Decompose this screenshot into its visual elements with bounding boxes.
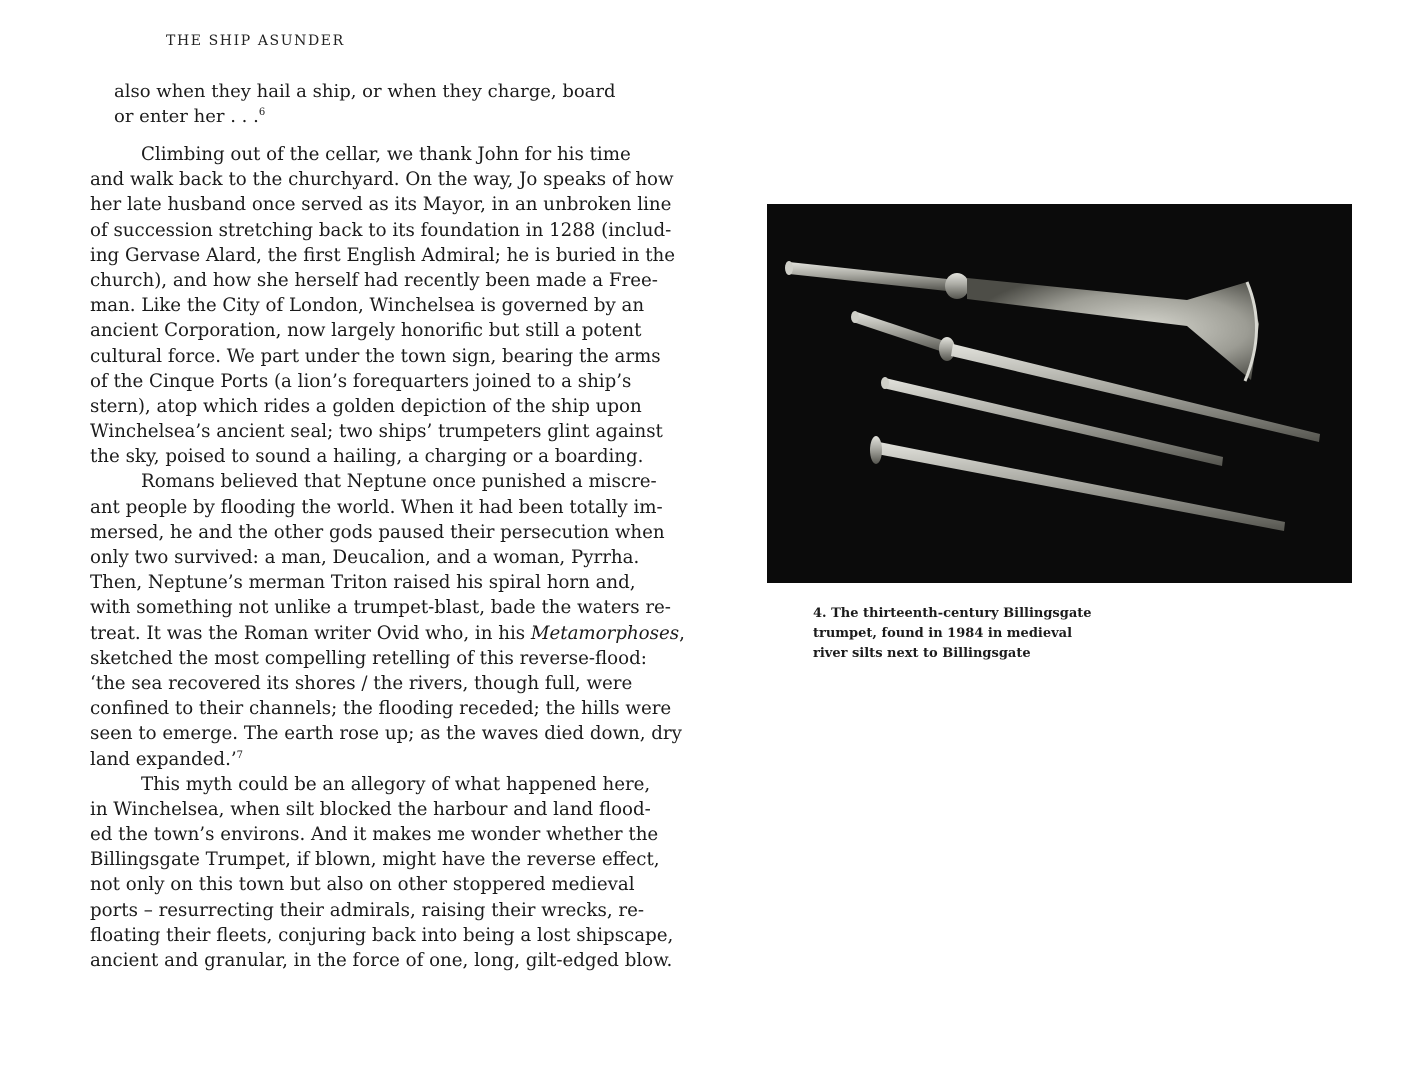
caption-line: river silts next to Billingsgate bbox=[813, 646, 1031, 661]
quote-line bbox=[114, 104, 584, 129]
text-line bbox=[90, 747, 606, 772]
body-text bbox=[90, 142, 685, 973]
text-line: Then, Neptune’s merman Triton raised his spiral horn and, bbox=[90, 572, 636, 594]
text-line: stern), atop which rides a golden depiction of the ship upon bbox=[90, 395, 642, 417]
text-line: floating their fleets, conjuring back into being a lost shipscape, bbox=[90, 924, 674, 946]
text-line: her late husband once served as its Mayor, in an unbroken line bbox=[90, 194, 672, 216]
text-line: mersed, he and the other gods paused their persecution when bbox=[90, 521, 665, 543]
text-line bbox=[90, 621, 685, 646]
text-run: land expanded.’ bbox=[90, 748, 237, 770]
text-line: only two survived: a man, Deucalion, and a woman, Pyrrha. bbox=[90, 547, 640, 568]
text-line: of the Cinque Ports (a lion’s forequarters joined to a ship’s bbox=[90, 370, 632, 392]
text-line: ing Gervase Alard, the first English Admiral; he is buried in the bbox=[90, 244, 675, 266]
text-line: ancient and granular, in the force of one, long, gilt-edged blow. bbox=[90, 950, 673, 971]
trumpet-section-long-pipe bbox=[870, 436, 1285, 531]
text-line: ‘the sea recovered its shores / the rivers, though full, were bbox=[90, 672, 633, 694]
text-line: Romans believed that Neptune once punished a miscre- bbox=[141, 471, 657, 493]
trumpet-photo bbox=[767, 204, 1352, 583]
text-line: Winchelsea’s ancient seal; two ships’ trumpeters glint against bbox=[90, 421, 663, 443]
footnote-ref: 6 bbox=[258, 107, 266, 118]
text-line: of succession stretching back to its foundation in 1288 (includ- bbox=[90, 219, 672, 241]
text-line: and walk back to the churchyard. On the way, Jo speaks of how bbox=[90, 169, 674, 191]
text-line: Climbing out of the cellar, we thank John for his time bbox=[141, 144, 631, 165]
quote-line: also when they hail a ship, or when they charge, board bbox=[114, 81, 616, 102]
caption-line: 4. The thirteenth-century Billingsgate bbox=[813, 606, 1092, 621]
footnote-ref: 7 bbox=[236, 749, 244, 761]
block-quote bbox=[114, 79, 616, 129]
running-head: THE SHIP ASUNDER bbox=[166, 33, 345, 49]
text-line: church), and how she herself had recently been made a Free- bbox=[90, 269, 658, 291]
text-line: Billingsgate Trumpet, if blown, might have the reverse effect, bbox=[90, 849, 660, 871]
text-line: seen to emerge. The earth rose up; as the waves died down, dry bbox=[90, 723, 682, 745]
text-line: cultural force. We part under the town sign, bearing the arms bbox=[90, 345, 661, 367]
text-line: not only on this town but also on other stoppered medieval bbox=[90, 874, 635, 896]
text-line: in Winchelsea, when silt blocked the harbour and land flood- bbox=[90, 798, 651, 820]
text-line: confined to their channels; the flooding receded; the hills were bbox=[90, 698, 672, 720]
trumpet-illustration bbox=[767, 204, 1352, 583]
text-line: ports – resurrecting their admirals, raising their wrecks, re- bbox=[90, 899, 645, 921]
text-run: treat. It was the Roman writer Ovid who, in his bbox=[90, 622, 531, 644]
italic-title: Metamorphoses bbox=[530, 622, 680, 644]
text-line: sketched the most compelling retelling of this reverse-flood: bbox=[90, 647, 647, 669]
figure-caption bbox=[813, 604, 1113, 664]
text-line: the sky, poised to sound a hailing, a charging or a boarding. bbox=[90, 446, 644, 468]
text-line: ant people by flooding the world. When it had been totally im- bbox=[90, 496, 663, 518]
text-line: This myth could be an allegory of what happened here, bbox=[141, 773, 651, 795]
text-line: with something not unlike a trumpet-blast, bade the waters re- bbox=[90, 597, 671, 619]
text-line: ancient Corporation, now largely honorific but still a potent bbox=[90, 320, 642, 342]
text-run: , bbox=[679, 622, 685, 644]
text-line: man. Like the City of London, Winchelsea is governed by an bbox=[90, 295, 645, 317]
caption-line: trumpet, found in 1984 in medieval bbox=[813, 626, 1073, 641]
text-line: ed the town’s environs. And it makes me wonder whether the bbox=[90, 824, 659, 846]
quote-line-text: or enter her . . . bbox=[114, 106, 259, 127]
